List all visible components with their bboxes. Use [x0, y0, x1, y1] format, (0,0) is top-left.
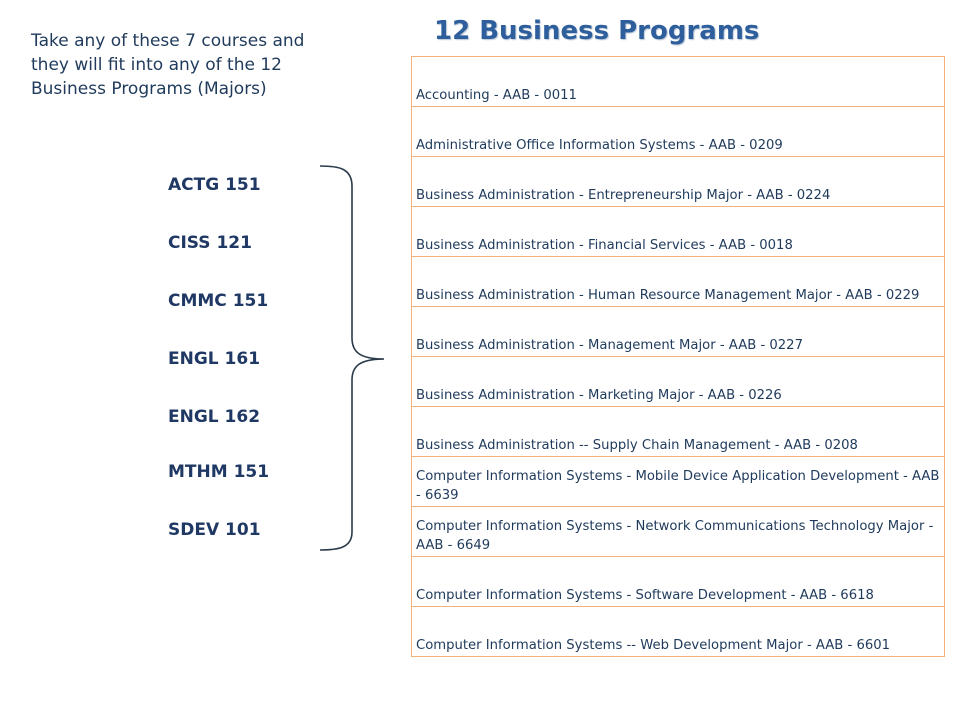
course-engl-162: ENGL 162 — [168, 407, 261, 427]
program-cell: Computer Information Systems - Network Communications Technology Major - AAB - 6649 — [412, 507, 945, 557]
course-ciss-121: CISS 121 — [168, 233, 252, 253]
table-row — [412, 507, 945, 557]
program-cell: Business Administration -- Supply Chain Management - AAB - 0208 — [412, 407, 945, 457]
table-row — [412, 257, 945, 307]
table-row — [412, 357, 945, 407]
program-cell: Business Administration - Entrepreneurship Major - AAB - 0224 — [412, 157, 945, 207]
course-engl-161: ENGL 161 — [168, 349, 261, 369]
program-cell: Business Administration - Financial Services - AAB - 0018 — [412, 207, 945, 257]
page-title: 12 Business Programs — [434, 16, 760, 46]
curly-brace — [318, 160, 390, 554]
course-actg-151: ACTG 151 — [168, 175, 261, 195]
intro-text: Take any of these 7 courses and they will fit into any of the 12 Business Programs (Majors) — [31, 31, 305, 99]
table-row — [412, 207, 945, 257]
table-row — [412, 607, 945, 657]
programs-table — [411, 56, 945, 657]
table-row — [412, 57, 945, 107]
table-row — [412, 107, 945, 157]
program-cell: Business Administration - Management Major - AAB - 0227 — [412, 307, 945, 357]
table-row — [412, 557, 945, 607]
program-cell: Business Administration - Human Resource Management Major - AAB - 0229 — [412, 257, 945, 307]
course-cmmc-151: CMMC 151 — [168, 291, 269, 311]
table-row — [412, 407, 945, 457]
program-cell: Administrative Office Information Systems - AAB - 0209 — [412, 107, 945, 157]
program-cell: Computer Information Systems -- Web Development Major - AAB - 6601 — [412, 607, 945, 657]
program-cell: Accounting - AAB - 0011 — [412, 57, 945, 107]
table-row — [412, 157, 945, 207]
program-cell: Business Administration - Marketing Major - AAB - 0226 — [412, 357, 945, 407]
table-row — [412, 457, 945, 507]
course-sdev-101: SDEV 101 — [168, 520, 261, 540]
course-mthm-151: MTHM 151 — [168, 462, 270, 482]
program-cell: Computer Information Systems - Software Development - AAB - 6618 — [412, 557, 945, 607]
program-cell: Computer Information Systems - Mobile Device Application Development - AAB - 6639 — [412, 457, 945, 507]
table-row — [412, 307, 945, 357]
